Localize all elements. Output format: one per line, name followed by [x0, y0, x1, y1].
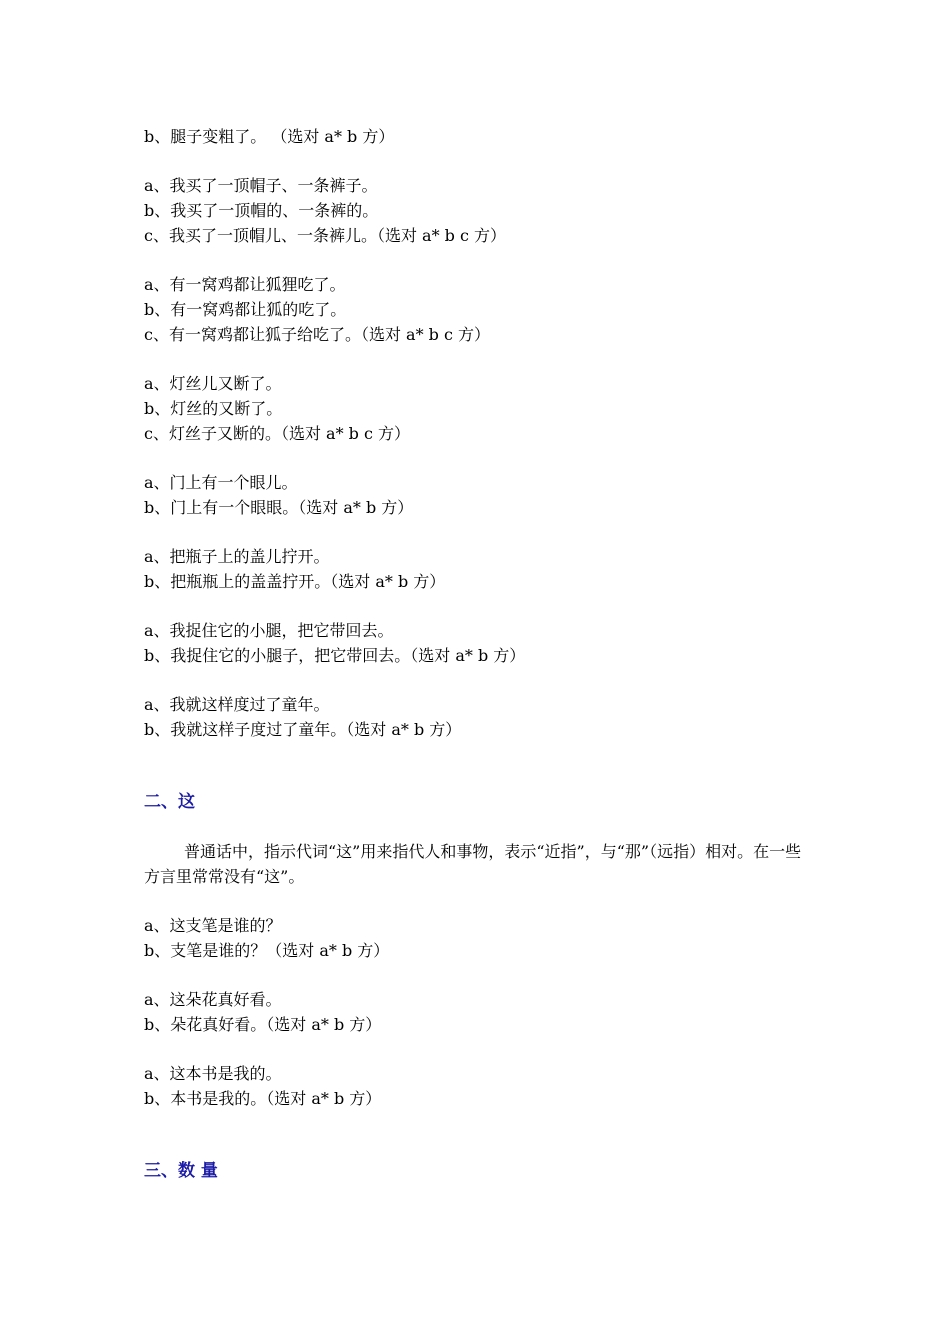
example-line: a、我就这样度过了童年。	[144, 695, 330, 714]
example-line: c、我买了一顶帽儿、一条裤儿。（选对 a* b c 方）	[144, 226, 507, 245]
example-line: b、我捉住它的小腿子，把它带回去。（选对 a* b 方）	[144, 646, 526, 665]
example-line: a、这支笔是谁的？	[144, 916, 282, 935]
example-line: b、我就这样子度过了童年。（选对 a* b 方）	[144, 720, 462, 739]
example-line: a、门上有一个眼儿。	[144, 473, 298, 492]
document-content	[144, 124, 814, 1184]
example-line: a、有一窝鸡都让狐狸吃了。	[144, 275, 346, 294]
example-group-6	[144, 618, 814, 668]
example-line: b、本书是我的。（选对 a* b 方）	[144, 1089, 382, 1108]
example-group-7	[144, 692, 814, 742]
example-line: a、灯丝儿又断了。	[144, 374, 282, 393]
example-line: b、朵花真好看。（选对 a* b 方）	[144, 1015, 382, 1034]
example-group-4	[144, 470, 814, 520]
section-paragraph: 普通话中，指示代词“这”用来指代人和事物，表示“近指”，与“那”（远指）相对。在一些方言里常常没有“这”。	[144, 842, 802, 886]
example-line: b、我买了一顶帽的、一条裤的。	[144, 201, 379, 220]
example-group-zhe-2	[144, 987, 814, 1037]
example-line: b、把瓶瓶上的盖盖拧开。（选对 a* b 方）	[144, 572, 446, 591]
example-line: a、把瓶子上的盖儿拧开。	[144, 547, 330, 566]
intro-group	[144, 124, 814, 149]
example-group-1	[144, 173, 814, 248]
example-line: b、灯丝的又断了。	[144, 399, 283, 418]
example-group-5	[144, 544, 814, 594]
example-line: a、我捉住它的小腿，把它带回去。	[144, 621, 394, 640]
section-heading-shuliang: 三、数 量	[144, 1161, 218, 1181]
example-line: b、有一窝鸡都让狐的吃了。	[144, 300, 347, 319]
example-group-3	[144, 371, 814, 446]
section-heading-zhe: 二、这	[144, 792, 195, 812]
example-line: a、这朵花真好看。	[144, 990, 282, 1009]
example-line: b、支笔是谁的？（选对 a* b 方）	[144, 941, 390, 960]
example-line: c、灯丝子又断的。（选对 a* b c 方）	[144, 424, 411, 443]
example-line: a、我买了一顶帽子、一条裤子。	[144, 176, 378, 195]
example-line: b、门上有一个眼眼。（选对 a* b 方）	[144, 498, 414, 517]
example-line: a、这本书是我的。	[144, 1064, 282, 1083]
example-group-zhe-1	[144, 913, 814, 963]
example-group-2	[144, 272, 814, 347]
example-line: b、腿子变粗了。 （选对 a* b 方）	[144, 127, 395, 146]
example-line: c、有一窝鸡都让狐子给吃了。（选对 a* b c 方）	[144, 325, 491, 344]
example-group-zhe-3	[144, 1061, 814, 1111]
